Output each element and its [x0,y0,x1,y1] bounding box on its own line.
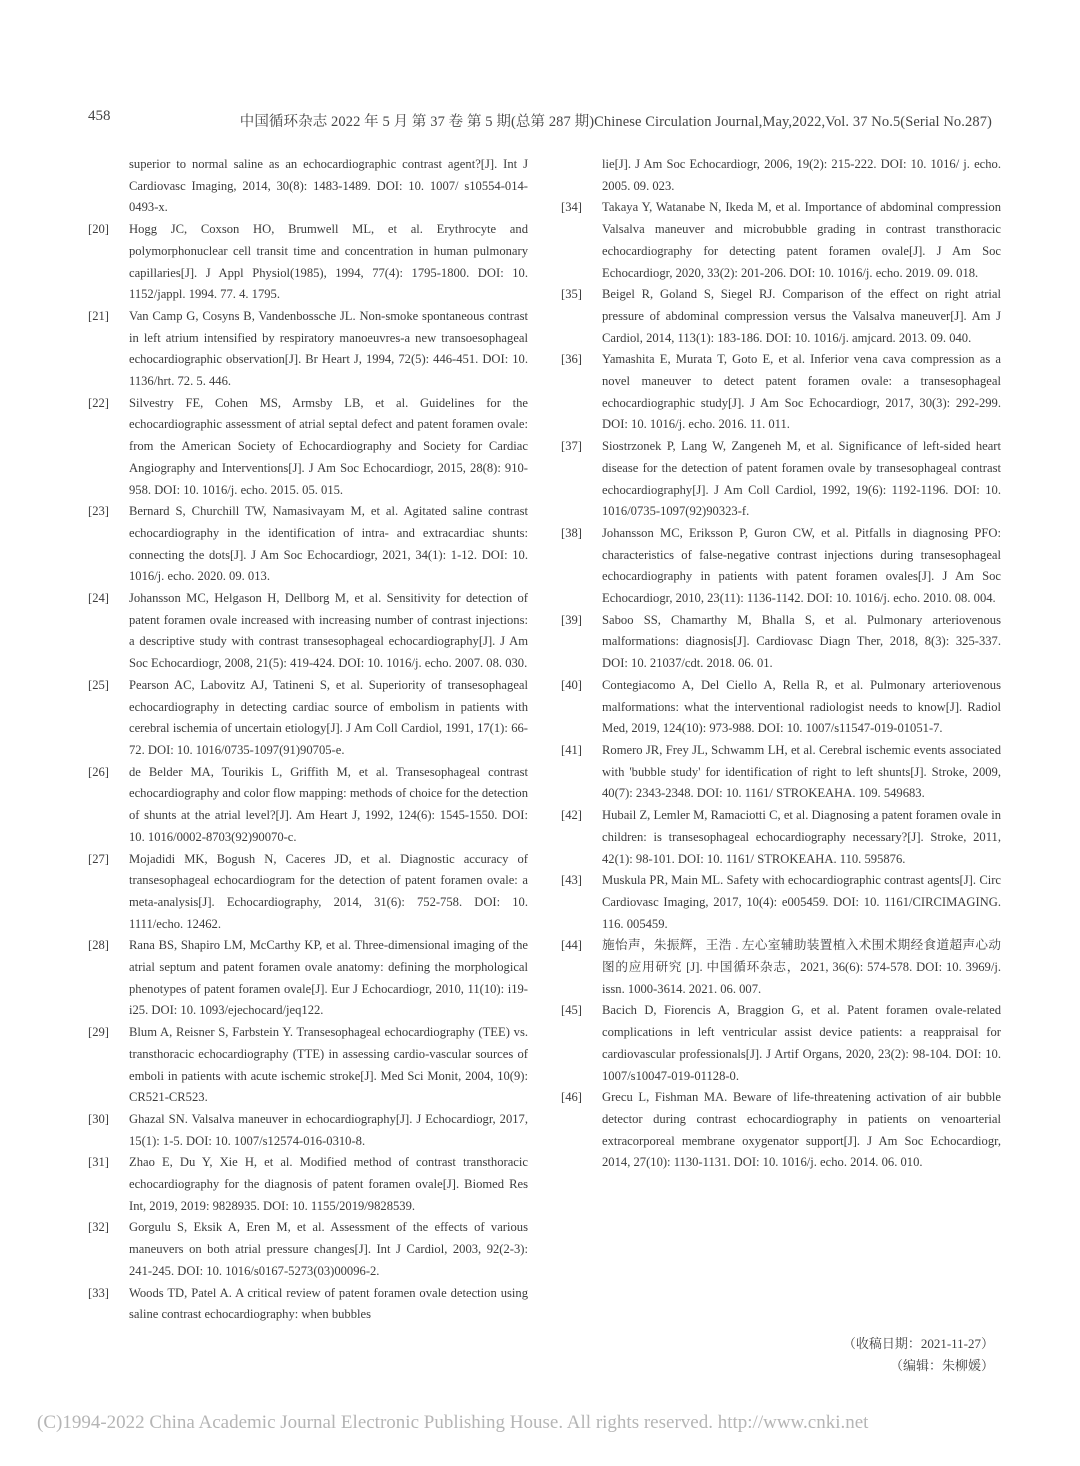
references-left-column [88,154,528,1326]
reference-item [88,935,528,1022]
reference-text: Hogg JC, Coxson HO, Brumwell ML, et al. Erythrocyte and polymorphonuclear cell transit time and concentration in human pulmonary capillaries[J]. J Appl Physiol(1985), 1994, 77(4): 1795-1800. DOI: 10. 1152/jappl. 1994. 77. 4. 1795. [129,222,528,302]
reference-text: superior to normal saline as an echocardiographic contrast agent?[J]. Int J Cardiovasc Imaging, 2014, 30(8): 1483-1489. DOI: 10. 1007/ s10554-014-0493-x. [129,157,528,215]
reference-text: Silvestry FE, Cohen MS, Armsby LB, et al. Guidelines for the echocardiographic assessment of atrial septal defect and patent foramen ovale: from the American Society of Echocardiography and Society for Cardiac Angiography and Interventions[J]. J Am Soc Echocardiogr, 2015, 28(8): 910-958. DOI: 10. 1016/j. echo. 2015. 05. 015. [129,395,528,497]
reference-item [88,501,528,588]
reference-number: [34] [561,200,582,215]
reference-text: Gorgulu S, Eksik A, Eren M, et al. Assessment of the effects of various maneuvers on both atrial pressure changes[J]. Int J Cardiol, 2003, 92(2-3): 241-245. DOI: 10. 1016/s0167-5273(03)00096-2. [129,1220,528,1278]
reference-number: [44] [561,938,582,953]
reference-number: [20] [88,222,109,237]
reference-item [561,1087,1001,1174]
reference-item [561,610,1001,675]
reference-number: [37] [561,439,582,454]
reference-item [561,805,1001,870]
page-header [88,108,1000,130]
reference-number: [36] [561,352,582,367]
reference-item [88,1217,528,1282]
reference-item [88,762,528,849]
reference-item [561,154,1001,197]
reference-text: Grecu L, Fishman MA. Beware of life-threatening activation of air bubble detector during contrast echocardiography in patients on venoarterial extracorporeal membrane oxygenator support[J]. J Am Soc Echocardiogr, 2014, 27(10): 1130-1131. DOI: 10. 1016/j. echo. 2014. 06. 010. [602,1090,1001,1170]
reference-number: [42] [561,808,582,823]
reference-item [88,1152,528,1217]
reference-item [88,675,528,762]
copyright-footer: (C)1994-2022 China Academic Journal Electronic Publishing House. All rights reserved. http://www.cnki.net [37,1412,869,1433]
reference-text: Zhao E, Du Y, Xie H, et al. Modified method of contrast transthoracic echocardiography for the diagnosis of patent foramen ovale[J]. Biomed Res Int, 2019, 2019: 9828935. DOI: 10. 1155/2019/9828539. [129,1155,528,1213]
reference-item [561,870,1001,935]
reference-text: de Belder MA, Tourikis L, Griffith M, et al. Transesophageal contrast echocardiography and color flow mapping: methods of choice for the detection of shunts at the atrial level?[J]. Am Heart J, 1992, 124(6): 1545-1550. DOI: 10. 1016/0002-8703(92)90070-c. [129,764,528,844]
reference-text: Yamashita E, Murata T, Goto E, et al. Inferior vena cava compression as a novel maneuver to detect patent foramen ovale: a transesophageal echocardiographic study[J]. J Am Soc Echocardiogr, 2017, 30(3): 292-299. DOI: 10. 1016/j. echo. 2016. 11. 011. [602,352,1001,432]
reference-item [88,1022,528,1109]
reference-text: Johansson MC, Helgason H, Dellborg M, et al. Sensitivity for detection of patent foramen ovale increased with increasing number of contrast injections: a descriptive study with contrast transesophageal echocardiography[J]. J Am Soc Echocardiogr, 2008, 21(5): 419-424. DOI: 10. 1016/j. echo. 2007. 08. 030. [129,591,528,671]
reference-item [88,393,528,502]
references-right-column [561,154,1001,1174]
reference-text: Van Camp G, Cosyns B, Vandenbossche JL. Non-smoke spontaneous contrast in left atrium intensified by respiratory manoeuvres-a new transoesophageal echocardiographic observation[J]. Br Heart J, 1994, 72(5): 446-451. DOI: 10. 1136/hrt. 72. 5. 446. [129,308,528,389]
reference-number: [32] [88,1220,109,1235]
reference-text: Siostrzonek P, Lang W, Zangeneh M, et al. Significance of left-sided heart disease for the detection of patent foramen ovale by transesophageal contrast echocardiography[J]. J Am Coll Cardiol, 1992, 19(6): 1192-1196. DOI: 10. 1016/0735-1097(92)90323-f. [602,439,1001,519]
reference-number: [26] [88,764,109,779]
reference-item [561,197,1001,284]
received-date: （收稿日期：2021-11-27） [842,1336,994,1351]
reference-text: Johansson MC, Eriksson P, Guron CW, et al. Pitfalls in diagnosing PFO: characteristics of false-negative contrast injections during transesophageal echocardiography in patients with patent foramen ovales[J]. J Am Soc Echocardiogr, 2010, 23(11): 1136-1142. DOI: 10. 1016/j. echo. 2010. 08. 004. [602,525,1001,606]
reference-number: [33] [88,1285,109,1300]
reference-number: [25] [88,677,109,692]
reference-number: [38] [561,525,582,540]
reference-number: [45] [561,1003,582,1018]
reference-item [88,849,528,936]
reference-text: Hubail Z, Lemler M, Ramaciotti C, et al. Diagnosing a patent foramen ovale in children: is transesophageal echocardiography necessary?[J]. Stroke, 2011, 42(1): 98-101. DOI: 10. 1161/ STROKEAHA. 110. 595876. [602,808,1001,866]
reference-item [88,588,528,675]
reference-item [561,523,1001,610]
reference-text: Contegiacomo A, Del Ciello A, Rella R, et al. Pulmonary arteriovenous malformations: what the interventional radiologist needs to know[J]. Radiol Med, 2019, 124(10): 973-988. DOI: 10. 1007/s11547-019-01051-7. [602,677,1001,736]
reference-number: [35] [561,287,582,302]
reference-number: [40] [561,677,582,692]
reference-item [561,436,1001,523]
reference-number: [28] [88,938,109,953]
reference-text: Woods TD, Patel A. A critical review of patent foramen ovale detection using saline contrast echocardiography: when bubbles [129,1285,528,1322]
reference-number: [29] [88,1025,109,1040]
reference-number: [23] [88,504,109,519]
reference-text: Muskula PR, Main ML. Safety with echocardiographic contrast agents[J]. Circ Cardiovasc Imaging, 2017, 10(4): e005459. DOI: 10. 1161/CIRCIMAGING. 116. 005459. [602,873,1001,931]
reference-item [88,1109,528,1152]
reference-number: [31] [88,1155,109,1170]
reference-text: lie[J]. J Am Soc Echocardiogr, 2006, 19(2): 215-222. DOI: 10. 1016/ j. echo. 2005. 09. 023. [602,157,1001,193]
reference-item [88,154,528,219]
reference-number: [22] [88,395,109,410]
reference-number: [43] [561,873,582,888]
reference-number: [30] [88,1111,109,1126]
reference-item [561,349,1001,436]
reference-item [88,306,528,393]
reference-number: [39] [561,612,582,627]
reference-text: Bacich D, Fiorencis A, Braggion G, et al. Patent foramen ovale-related complications in left ventricular assist device patients: a reappraisal for cardiovascular professionals[J]. J Artif Organs, 2020, 23(2): 98-104. DOI: 10. 1007/s10047-019-01128-0. [602,1003,1001,1083]
reference-text: Takaya Y, Watanabe N, Ikeda M, et al. Importance of abdominal compression Valsalva maneuver and microbubble grading in contrast transthoracic echocardiography for detecting patent foramen ovale[J]. J Am Soc Echocardiogr, 2020, 33(2): 201-206. DOI: 10. 1016/j. echo. 2019. 09. 018. [602,200,1001,280]
reference-text: Pearson AC, Labovitz AJ, Tatineni S, et al. Superiority of transesophageal echocardiography in detecting cardiac source of embolism in patients with cerebral ischemia of uncertain etiology[J]. J Am Coll Cardiol, 1991, 17(1): 66-72. DOI: 10. 1016/0735-1097(91)90705-e. [129,677,528,757]
reference-item [88,1283,528,1326]
reference-item [561,1000,1001,1087]
reference-number: [27] [88,851,109,866]
editor-note: （编辑：朱柳媛） [889,1358,994,1373]
reference-item [561,284,1001,349]
reference-text: Saboo SS, Chamarthy M, Bhalla S, et al. Pulmonary arteriovenous malformations: diagnosis[J]. Cardiovasc Diagn Ther, 2018, 8(3): 325-337. DOI: 10. 21037/cdt. 2018. 06. 01. [602,612,1001,671]
reference-item [561,675,1001,740]
page-number: 458 [88,108,111,124]
running-head: 中国循环杂志 2022 年 5 月 第 37 卷 第 5 期(总第 287 期)Chinese Circulation Journal,May,2022,Vol. 37 No.5(Serial No.287) [239,114,992,130]
reference-text: Bernard S, Churchill TW, Namasivayam M, et al. Agitated saline contrast echocardiography in the identification of intra- and extracardiac shunts: connecting the dots[J]. J Am Soc Echocardiogr, 2021, 34(1): 1-12. DOI: 10. 1016/j. echo. 2020. 09. 013. [129,504,528,584]
reference-number: [41] [561,742,582,757]
reference-item [88,219,528,306]
reference-text: Ghazal SN. Valsalva maneuver in echocardiography[J]. J Echocardiogr, 2017, 15(1): 1-5. DOI: 10. 1007/s12574-016-0310-8. [129,1111,528,1148]
reference-text: Blum A, Reisner S, Farbstein Y. Transesophageal echocardiography (TEE) vs. transthoracic echocardiography (TTE) in assessing cardio-vascular sources of emboli in patients with acute ischemic stroke[J]. Med Sci Monit, 2004, 10(9): CR521-CR523. [129,1025,528,1105]
reference-item [561,935,1001,1000]
reference-text: Beigel R, Goland S, Siegel RJ. Comparison of the effect on right atrial pressure of abdominal compression versus the Valsalva maneuver[J]. Am J Cardiol, 2014, 113(1): 183-186. DOI: 10. 1016/j. amjcard. 2013. 09. 040. [602,287,1001,345]
reference-text: Romero JR, Frey JL, Schwamm LH, et al. Cerebral ischemic events associated with 'bubble study' for identification of right to left shunts[J]. Stroke, 2009, 40(7): 2343-2348. DOI: 10. 1161/ STROKEAHA. 109. 549683. [602,742,1001,801]
reference-item [561,740,1001,805]
reference-number: [46] [561,1090,582,1105]
reference-number: [24] [88,591,109,606]
reference-text: Mojadidi MK, Bogush N, Caceres JD, et al. Diagnostic accuracy of transesophageal echocardiogram for the detection of patent foramen ovale: a meta-analysis[J]. Echocardiography, 2014, 31(6): 752-758. DOI: 10. 1111/echo. 12462. [129,851,528,931]
reference-text: 施怡声，朱振辉，王浩 . 左心室辅助装置植入术围术期经食道超声心动图的应用研究 [J]. 中国循环杂志，2021, 36(6): 574-578. DOI: 10. 3969/j. issn. 1000-3614. 2021. 06. 007. [602,938,1001,996]
reference-text: Rana BS, Shapiro LM, McCarthy KP, et al. Three-dimensional imaging of the atrial septum and patent foramen ovale anatomy: defining the morphological phenotypes of patent foramen ovale[J]. Eur J Echocardiogr, 2010, 11(10): i19-i25. DOI: 10. 1093/ejechocard/jeq122. [129,938,528,1018]
reference-number: [21] [88,308,109,323]
